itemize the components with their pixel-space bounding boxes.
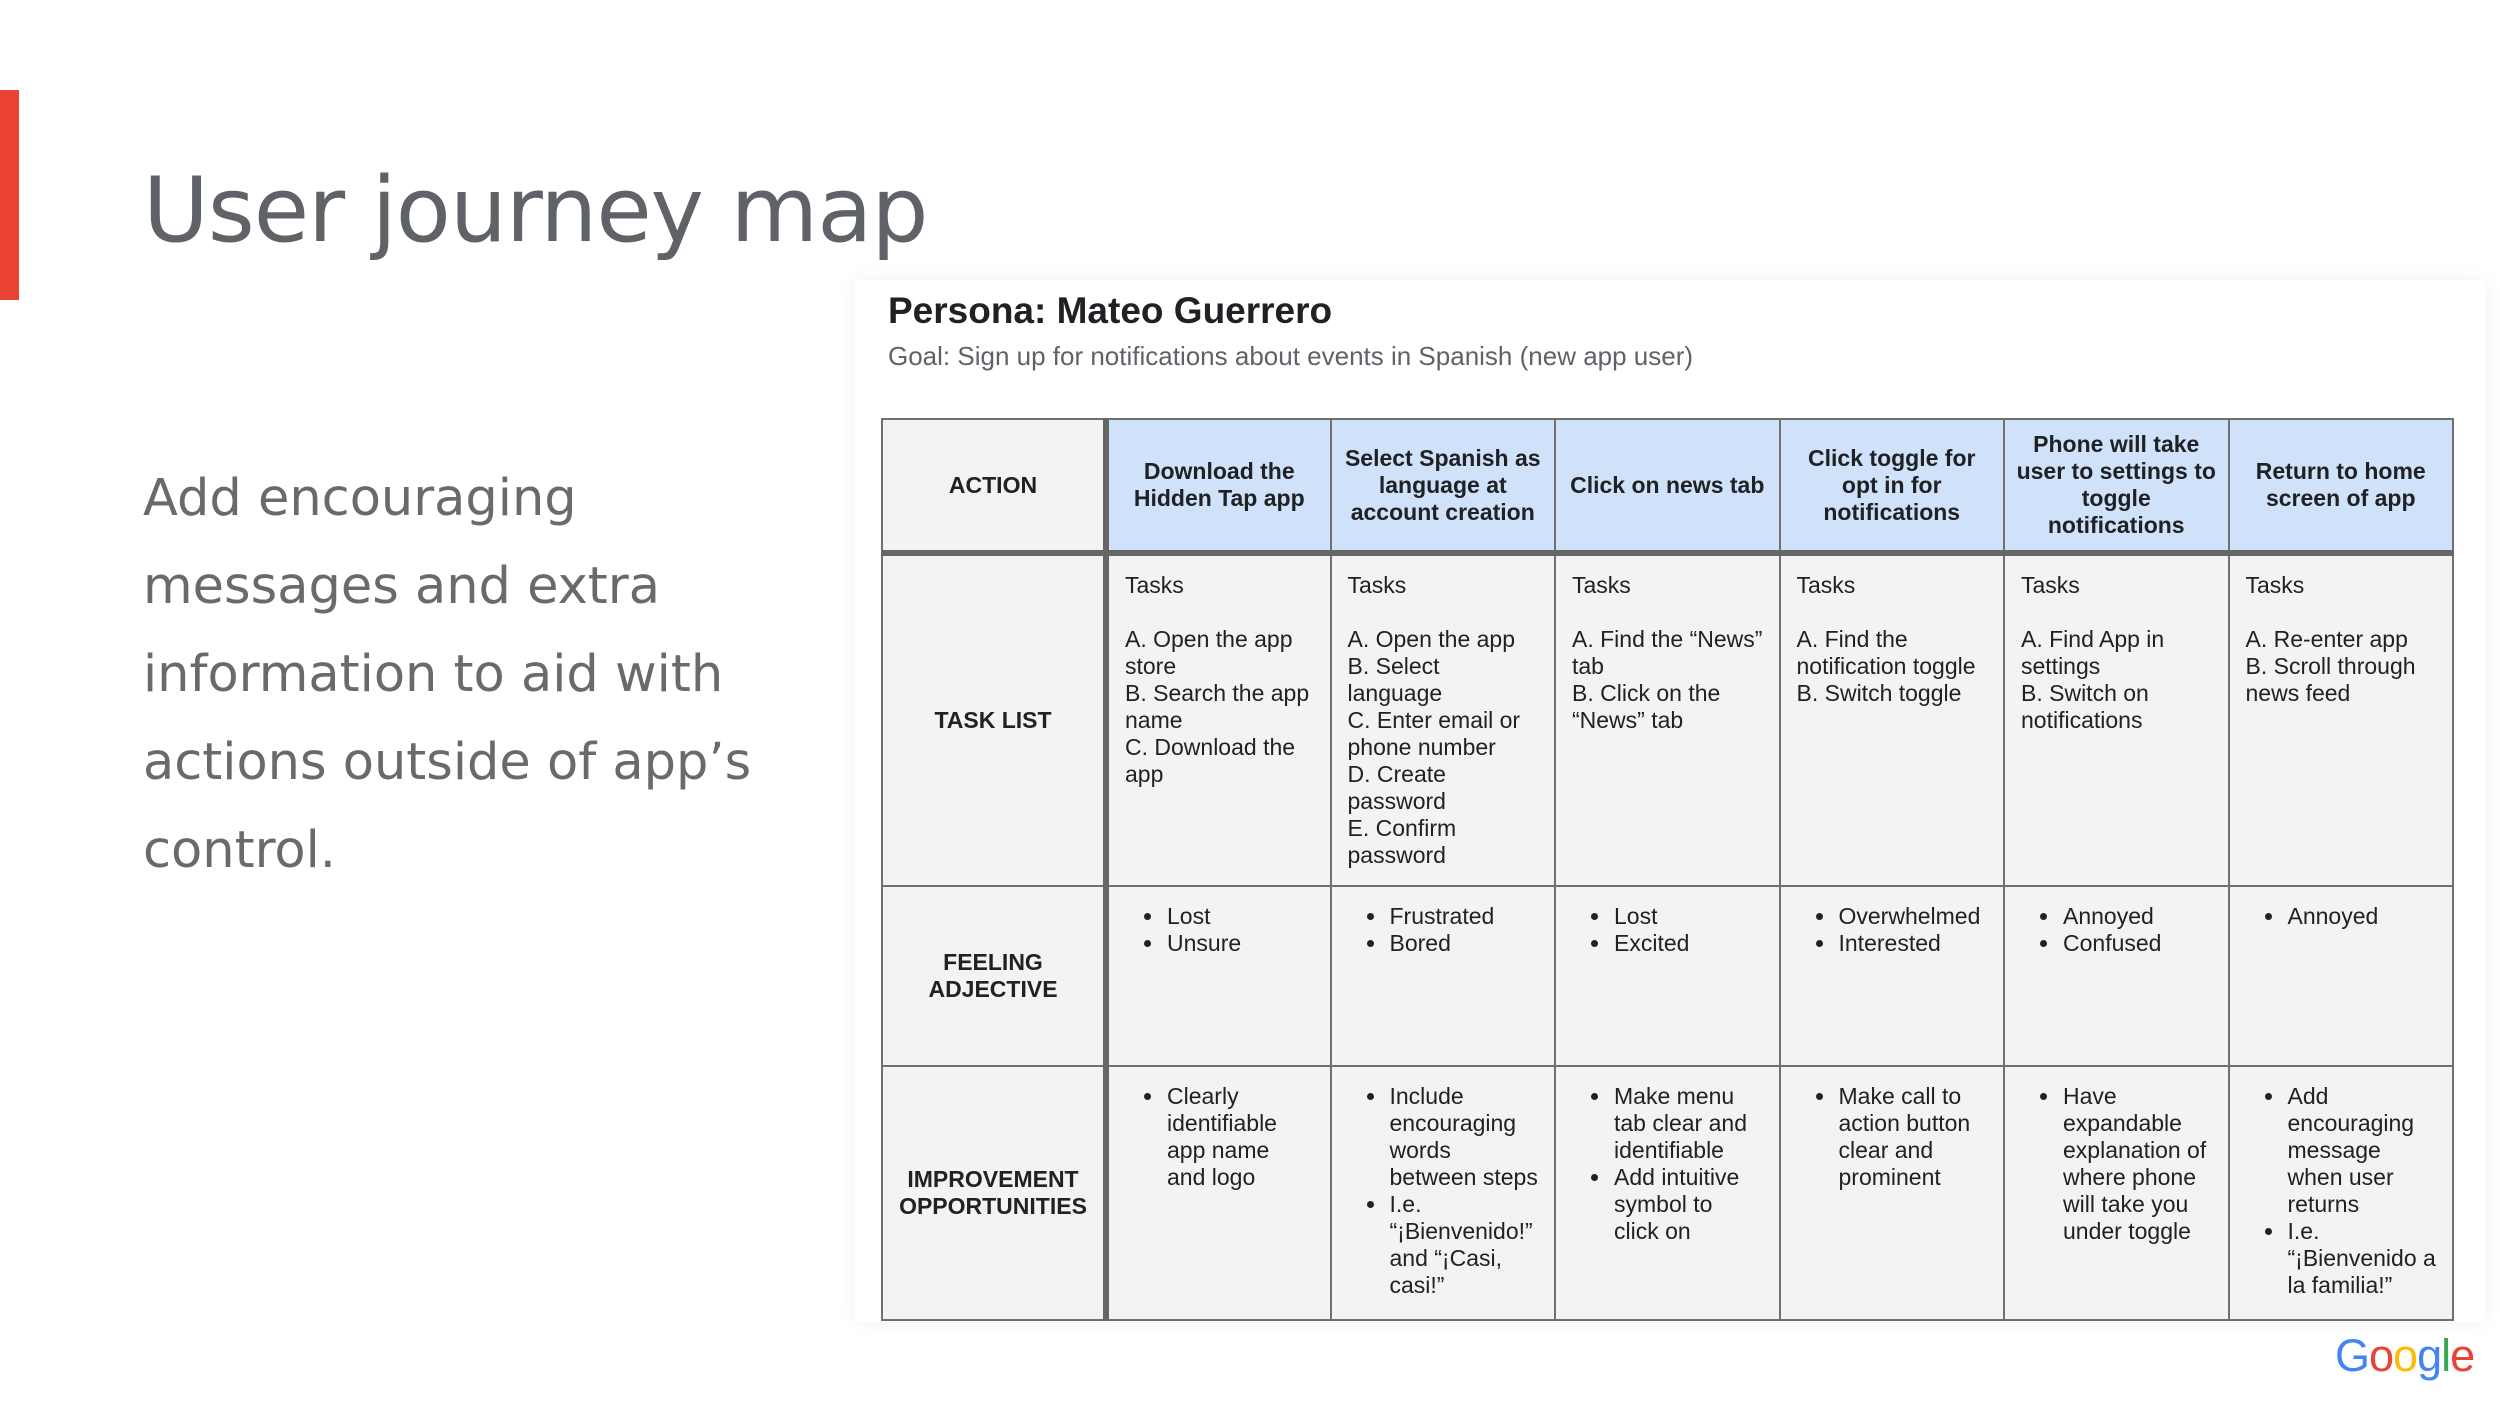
- improvement-item: • Clearly identifiable app name and logo: [1165, 1083, 1314, 1191]
- task-item: B. Search the app name: [1125, 680, 1310, 733]
- accent-bar: [0, 90, 19, 300]
- improvement-item-list: [2246, 1083, 2437, 1299]
- feeling-item: • Confused: [2061, 930, 2212, 957]
- google-logo: Google: [2335, 1330, 2475, 1381]
- improvement-item: • Include encouraging words between steps: [1388, 1083, 1539, 1191]
- feelings-cell: [2004, 886, 2229, 1066]
- row-label-task-list: TASK LIST: [882, 553, 1106, 886]
- task-list-row: [882, 553, 2453, 886]
- tasks-cell: [2229, 553, 2454, 886]
- improvement-item: • Make call to action button clear and prominent: [1837, 1083, 1988, 1191]
- task-item: E. Confirm password: [1347, 815, 1457, 868]
- task-item: A. Open the app store: [1125, 626, 1293, 679]
- feeling-item: • Excited: [1612, 930, 1763, 957]
- action-cell: Download the Hidden Tap app: [1106, 419, 1331, 553]
- task-item: A. Open the app: [1347, 626, 1516, 652]
- feeling-row: [882, 886, 2453, 1066]
- feeling-item: • Overwhelmed: [1837, 903, 1988, 930]
- tasks-cell: [1780, 553, 2005, 886]
- feeling-item-list: [1348, 903, 1539, 957]
- task-item: B. Scroll through news feed: [2245, 653, 2416, 706]
- feeling-item: • Lost: [1612, 903, 1763, 930]
- improvement-row: [882, 1066, 2453, 1320]
- task-item: A. Find the “News” tab: [1572, 626, 1763, 679]
- feelings-cell: [1780, 886, 2005, 1066]
- slide-title: User journey map: [143, 158, 928, 263]
- action-cell: Click on news tab: [1555, 419, 1780, 553]
- feelings-cell: [1106, 886, 1331, 1066]
- improvements-cell: [1780, 1066, 2005, 1320]
- tasks-heading: Tasks: [2021, 572, 2080, 598]
- tasks-heading: Tasks: [1347, 572, 1407, 598]
- tasks-cell: [1106, 553, 1331, 886]
- action-cell: Select Spanish as language at account creation: [1331, 419, 1556, 553]
- task-item: A. Re-enter app: [2245, 626, 2408, 652]
- feeling-item: • Interested: [1837, 930, 1988, 957]
- feeling-item-list: [2246, 903, 2437, 930]
- improvement-item-list: [1572, 1083, 1763, 1245]
- feeling-item: • Unsure: [1165, 930, 1314, 957]
- task-item: B. Switch on notifications: [2021, 680, 2149, 733]
- feeling-item: • Annoyed: [2061, 903, 2212, 930]
- improvements-cell: [2004, 1066, 2229, 1320]
- task-item: D. Create password: [1347, 761, 1446, 814]
- improvement-item: • Add intuitive symbol to click on: [1612, 1164, 1763, 1245]
- journey-table: [881, 418, 2454, 1321]
- persona-goal: Goal: Sign up for notifications about events in Spanish (new app user): [888, 341, 1694, 371]
- improvements-cell: [1331, 1066, 1556, 1320]
- feelings-cell: [2229, 886, 2454, 1066]
- task-item: A. Find App in settings: [2021, 626, 2165, 679]
- improvement-item: • Add encouraging message when user returns: [2286, 1083, 2437, 1218]
- tasks-heading: Tasks: [1125, 572, 1184, 598]
- persona-title: Persona: Mateo Guerrero: [888, 290, 1333, 331]
- action-cell: Return to home screen of app: [2229, 419, 2454, 553]
- row-label-improvement: IMPROVEMENT OPPORTUNITIES: [882, 1066, 1106, 1320]
- feeling-item: • Annoyed: [2286, 903, 2437, 930]
- feelings-cell: [1555, 886, 1780, 1066]
- tasks-cell: [1555, 553, 1780, 886]
- feeling-item-list: [1125, 903, 1314, 957]
- improvement-item: • I.e. “¡Bienvenido a la familia!”: [2286, 1218, 2437, 1299]
- improvement-item-list: [2021, 1083, 2212, 1245]
- improvement-item-list: [1797, 1083, 1988, 1191]
- feeling-item-list: [1797, 903, 1988, 957]
- slide-body-text: Add encouraging messages and extra information to aid with actions outside of app’s control.: [143, 469, 752, 880]
- task-item: B. Select language: [1347, 653, 1443, 706]
- feelings-cell: [1331, 886, 1556, 1066]
- feeling-item-list: [2021, 903, 2212, 957]
- task-item: B. Click on the “News” tab: [1572, 680, 1721, 733]
- improvement-item: • I.e. “¡Bienvenido!” and “¡Casi, casi!”: [1388, 1191, 1539, 1299]
- row-label-feeling: FEELING ADJECTIVE: [882, 886, 1106, 1066]
- row-label-action: ACTION: [882, 419, 1106, 553]
- action-cell: Click toggle for opt in for notifications: [1780, 419, 2005, 553]
- improvements-cell: [1106, 1066, 1331, 1320]
- tasks-heading: Tasks: [1796, 572, 1856, 598]
- improvement-item-list: [1348, 1083, 1539, 1299]
- tasks-cell: [1331, 553, 1556, 886]
- feeling-item: • Frustrated: [1388, 903, 1539, 930]
- task-item: C. Download the app: [1125, 734, 1296, 787]
- feeling-item-list: [1572, 903, 1763, 957]
- feeling-item: • Bored: [1388, 930, 1539, 957]
- improvements-cell: [1555, 1066, 1780, 1320]
- improvement-item-list: [1125, 1083, 1314, 1191]
- action-row: [882, 419, 2453, 553]
- action-cell: Phone will take user to settings to toggle notifications: [2004, 419, 2229, 553]
- task-item: C. Enter email or phone number: [1347, 707, 1521, 760]
- feeling-item: • Lost: [1165, 903, 1314, 930]
- improvement-item: • Make menu tab clear and identifiable: [1612, 1083, 1763, 1164]
- tasks-heading: Tasks: [1572, 572, 1631, 598]
- task-item: A. Find the notification toggle: [1796, 626, 1976, 679]
- improvement-item: • Have expandable explanation of where phone will take you under toggle: [2061, 1083, 2212, 1245]
- tasks-cell: [2004, 553, 2229, 886]
- tasks-heading: Tasks: [2245, 572, 2305, 598]
- improvements-cell: [2229, 1066, 2454, 1320]
- task-item: B. Switch toggle: [1796, 680, 1962, 706]
